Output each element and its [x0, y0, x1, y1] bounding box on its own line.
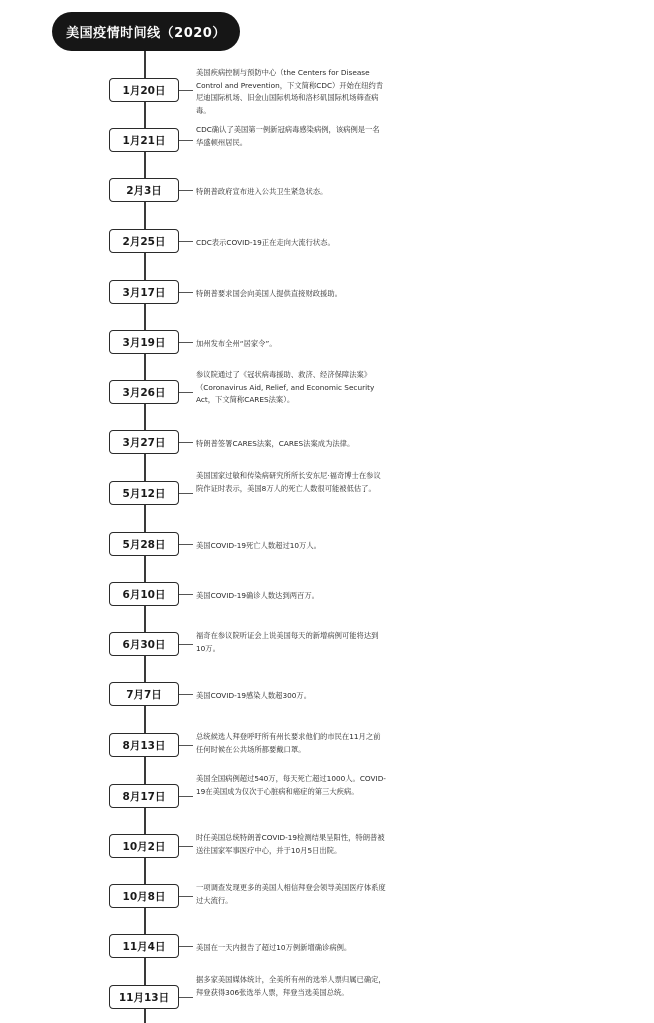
event-description: 美国在一天内报告了超过10万例新增确诊病例。 [196, 943, 352, 952]
event-connector [179, 292, 193, 293]
event-description: 时任美国总统特朗普COVID-19检测结果呈阳性，特朗普被送往国家军事医疗中心，并于10月5日出院。 [196, 833, 385, 855]
event-date: 10月2日 [109, 834, 179, 858]
event-description: 参议院通过了《冠状病毒援助、救济、经济保障法案》（Coronavirus Aid, Relief, and Economic Security Act，下文简称CARES法案）。 [196, 370, 375, 404]
event-connector [179, 644, 193, 645]
event-date: 3月17日 [109, 280, 179, 304]
event-date: 8月17日 [109, 784, 179, 808]
event-connector [179, 846, 193, 847]
event-date: 3月19日 [109, 330, 179, 354]
event-connector [179, 442, 193, 443]
event-description: 一项调查发现更多的美国人相信拜登会领导美国医疗体系度过大流行。 [196, 883, 386, 905]
event-description: 加州发布全州“居家令”。 [196, 339, 277, 348]
event-date: 3月27日 [109, 430, 179, 454]
event-connector [179, 190, 193, 191]
event-date: 5月28日 [109, 532, 179, 556]
event-connector [179, 392, 193, 393]
event-connector [179, 946, 193, 947]
event-description: 美国COVID-19确诊人数达到两百万。 [196, 591, 319, 600]
event-description: 总统候选人拜登呼吁所有州长要求他们的市民在11月之前任何时候在公共场所都要戴口罩。 [196, 732, 381, 754]
event-date: 8月13日 [109, 733, 179, 757]
event-date: 11月13日 [109, 985, 179, 1009]
event-date: 10月8日 [109, 884, 179, 908]
event-date: 2月3日 [109, 178, 179, 202]
event-date: 3月26日 [109, 380, 179, 404]
event-connector [179, 90, 193, 91]
event-connector [179, 694, 193, 695]
event-date: 1月21日 [109, 128, 179, 152]
event-date: 6月10日 [109, 582, 179, 606]
event-connector [179, 745, 193, 746]
event-date: 5月12日 [109, 481, 179, 505]
event-date: 1月20日 [109, 78, 179, 102]
event-description: CDC表示COVID-19正在走向大流行状态。 [196, 238, 335, 247]
event-connector [179, 342, 193, 343]
event-description: 特朗普政府宣布进入公共卫生紧急状态。 [196, 187, 328, 196]
event-description: 特朗普签署CARES法案，CARES法案成为法律。 [196, 439, 355, 448]
event-description: 美国COVID-19死亡人数超过10万人。 [196, 541, 321, 550]
event-description: 美国全国病例超过540万，每天死亡超过1000人。COVID-19在美国成为仅次于心脏病和癌症的第三大疾病。 [196, 774, 386, 796]
event-description: 美国国家过敏和传染病研究所所长安东尼·福奇博士在参议院作证时表示，美国8万人的死亡人数很可能被低估了。 [196, 471, 381, 493]
event-date: 2月25日 [109, 229, 179, 253]
event-date: 6月30日 [109, 632, 179, 656]
event-date: 7月7日 [109, 682, 179, 706]
event-connector [179, 997, 193, 998]
event-description: CDC确认了美国第一例新冠病毒感染病例，该病例是一名华盛顿州居民。 [196, 125, 380, 147]
event-description: 特朗普要求国会向美国人提供直接财政援助。 [196, 289, 342, 298]
event-connector [179, 140, 193, 141]
event-description: 美国疾病控制与预防中心（the Centers for Disease Control and Prevention，下文简称CDC）开始在纽约肯尼迪国际机场、旧金山国际机场和洛杉矶国际机场筛查病毒。 [196, 68, 384, 115]
event-date: 11月4日 [109, 934, 179, 958]
event-connector [179, 896, 193, 897]
event-connector [179, 796, 193, 797]
event-connector [179, 241, 193, 242]
event-description: 福奇在参议院听证会上说美国每天的新增病例可能将达到10万。 [196, 631, 379, 653]
event-connector [179, 544, 193, 545]
event-connector [179, 594, 193, 595]
event-description: 据多家美国媒体统计，全美所有州的选举人票归属已确定，拜登获得306张选举人票，拜登当选美国总统。 [196, 975, 386, 997]
timeline-title: 美国疫情时间线（2020） [52, 12, 240, 51]
event-connector [179, 493, 193, 494]
event-description: 美国COVID-19感染人数超300万。 [196, 691, 311, 700]
